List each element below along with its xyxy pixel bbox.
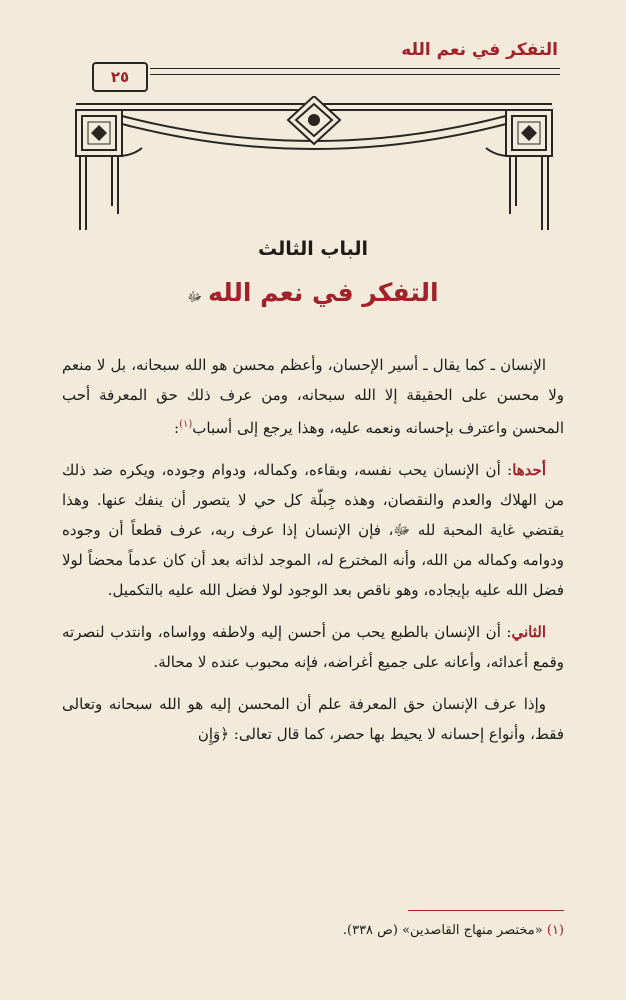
paragraph-intro — [62, 350, 564, 443]
running-title: التفكر في نعم الله — [401, 40, 558, 60]
page-number-text: ٢٥ — [110, 68, 130, 86]
honorific-glyph: ﷻ — [187, 290, 203, 305]
page-number — [92, 62, 148, 92]
footnote-ref: (١) — [179, 419, 193, 430]
paragraph-conclusion — [62, 689, 564, 749]
paragraph-tail: : — [174, 419, 180, 437]
paragraph-term: أحدها — [512, 461, 546, 479]
footnote — [62, 920, 564, 942]
chapter-title — [0, 278, 626, 308]
paragraph-text: وإذا عرف الإنسان حق المعرفة علم أن المحسن إليه هو الله سبحانه وتعالى فقط، وأنواع إحسانه لا يحيط بها حصر، كما قال تعالى: ﴿وَإِن — [62, 695, 564, 743]
body-text — [62, 350, 564, 761]
paragraph-text: : أن الإنسان يحب نفسه، وبقاءه، وكماله، ودوام وجوده، ويكره ضد ذلك من الهلاك والعدم والنقصان، وهذه جِبلّة كل حي لا يتصور أن ينفك عنها. وهذا يقتضي غاية المحبة لله ﷻ، فإن الإنسان إذا عرف ربه، عرف قطعاً أن وجوده ودوامه وكماله من الله، وأنه المخترع له، الموجد لذاته بعد أن كان عدماً محضاً لولا فضل الله عليه بإيجاده، وهو ناقص بعد الوجود لولا فضل الله عليه بالتكميل. — [62, 461, 564, 599]
chapter-ornament-arch — [72, 96, 556, 230]
paragraph-first-reason — [62, 455, 564, 605]
header-rule-bottom — [150, 74, 560, 75]
footnote-number: (١) — [546, 923, 564, 938]
footnote-text: «مختصر منهاج القاصدين» (ص ٣٣٨). — [342, 923, 543, 938]
chapter-label: الباب الثالث — [257, 238, 369, 260]
footnote-rule — [408, 910, 564, 911]
header-rule-top — [150, 68, 560, 69]
paragraph-text: : أن الإنسان بالطبع يحب من أحسن إليه ولاطفه وواساه، وانتدب لنصرته وقمع أعدائه، وأعانه على جميع أغراضه، فإنه محبوب عنده لا محالة. — [62, 623, 564, 671]
paragraph-second-reason — [62, 617, 564, 677]
chapter-title-text: التفكر في نعم الله — [208, 278, 439, 307]
paragraph-text: الإنسان ـ كما يقال ـ أسير الإحسان، وأعظم محسن هو الله سبحانه، بل لا منعم ولا محسن على الحقيقة إلا الله سبحانه، ومن عرف ذلك حق المعرفة أحب المحسن واعترف بإحسانه ونعمه عليه، وهذا يرجع إلى أسباب — [62, 356, 564, 437]
paragraph-term: الثاني — [511, 623, 546, 641]
